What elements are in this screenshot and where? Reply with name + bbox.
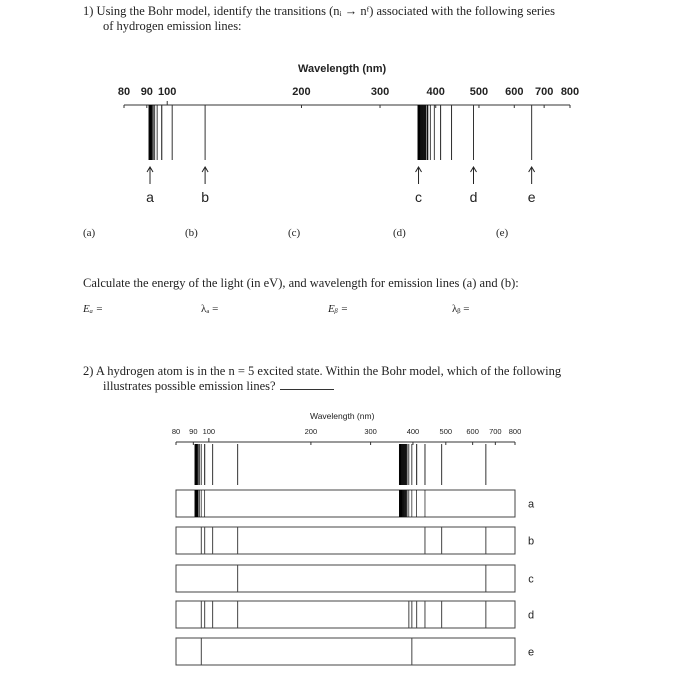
option-label-c[interactable]: c — [528, 573, 534, 586]
option-box — [176, 601, 515, 628]
q2-tick-label: 400 — [406, 427, 420, 436]
answer-label-e: (e) — [496, 227, 509, 239]
q1-tick-label: 100 — [158, 86, 177, 98]
line-label-b: b — [201, 189, 210, 205]
energy-b-label: Eᵦ = — [328, 303, 349, 315]
q2-tick-label: 800 — [508, 427, 522, 436]
q1-tick-label: 300 — [370, 86, 390, 98]
option-c-spectrum[interactable] — [176, 565, 515, 592]
q1-balmer-limit — [418, 105, 420, 160]
series-limit — [399, 490, 402, 517]
q1-tick-label: 400 — [426, 86, 445, 98]
line-label-e: e — [527, 189, 536, 205]
q1-tick-label: 600 — [505, 86, 524, 98]
option-d-spectrum[interactable] — [176, 601, 515, 628]
q1-axis-title: Wavelength (nm) — [298, 63, 387, 75]
wavelength-a-label: λₐ = — [201, 303, 219, 315]
q2-reference-balmer-limit — [399, 444, 401, 485]
answer-label-d: (d) — [393, 227, 406, 239]
q1-tick-label: 800 — [560, 86, 580, 98]
q2-tick-label: 600 — [466, 427, 479, 436]
answer-label-a: (a) — [83, 227, 96, 239]
q1-tick-label: 700 — [534, 86, 554, 98]
q2-tick-label: 700 — [489, 427, 502, 436]
q1-tick-label: 200 — [292, 86, 311, 98]
line-label-a: a — [146, 189, 154, 205]
wavelength-b-label: λᵦ = — [452, 303, 470, 315]
series-limit — [195, 490, 198, 517]
q1-text-line1: 1) Using the Bohr model, identify the transitions (nᵢ → nᶠ) associated with the following series — [83, 4, 555, 18]
line-label-d: d — [469, 189, 478, 205]
q2-axis-title: Wavelength (nm) — [310, 411, 375, 421]
option-box — [176, 565, 515, 592]
q1-tick-label: 90 — [140, 86, 153, 98]
q1-tick-label: 500 — [469, 86, 489, 98]
q2-tick-label: 80 — [171, 427, 181, 436]
q2-tick-label: 300 — [364, 427, 377, 436]
option-label-e[interactable]: e — [527, 646, 535, 659]
q2-tick-label: 200 — [304, 427, 318, 436]
option-label-b[interactable]: b — [527, 535, 535, 548]
option-box — [176, 527, 515, 554]
q2-tick-label: 100 — [202, 427, 216, 436]
option-label-a[interactable]: a — [527, 498, 535, 511]
line-label-c: c — [415, 189, 423, 205]
option-label-d[interactable]: d — [527, 609, 535, 622]
q1-text-line2: of hydrogen emission lines: — [103, 19, 242, 33]
q2-reference-lyman-limit — [195, 444, 197, 485]
q2-text-line2: illustrates possible emission lines? — [103, 379, 276, 393]
option-box — [176, 638, 515, 665]
calc-prompt: Calculate the energy of the light (in eV), and wavelength for emission lines (a) and (b): — [83, 276, 519, 290]
option-box — [176, 490, 515, 517]
energy-a-label: Eₐ = — [83, 303, 104, 315]
q2-tick-label: 500 — [439, 427, 453, 436]
q2-tick-label: 90 — [189, 427, 198, 436]
answer-label-c: (c) — [288, 227, 301, 239]
q1-tick-label: 80 — [117, 86, 131, 98]
q1-lyman-limit — [149, 105, 151, 160]
q2-text-line1: 2) A hydrogen atom is in the n = 5 excited state. Within the Bohr model, which of the following — [83, 364, 562, 378]
option-b-spectrum[interactable] — [176, 527, 515, 554]
answer-label-b: (b) — [185, 227, 198, 239]
option-e-spectrum[interactable] — [176, 638, 515, 665]
option-a-spectrum[interactable] — [176, 490, 515, 517]
